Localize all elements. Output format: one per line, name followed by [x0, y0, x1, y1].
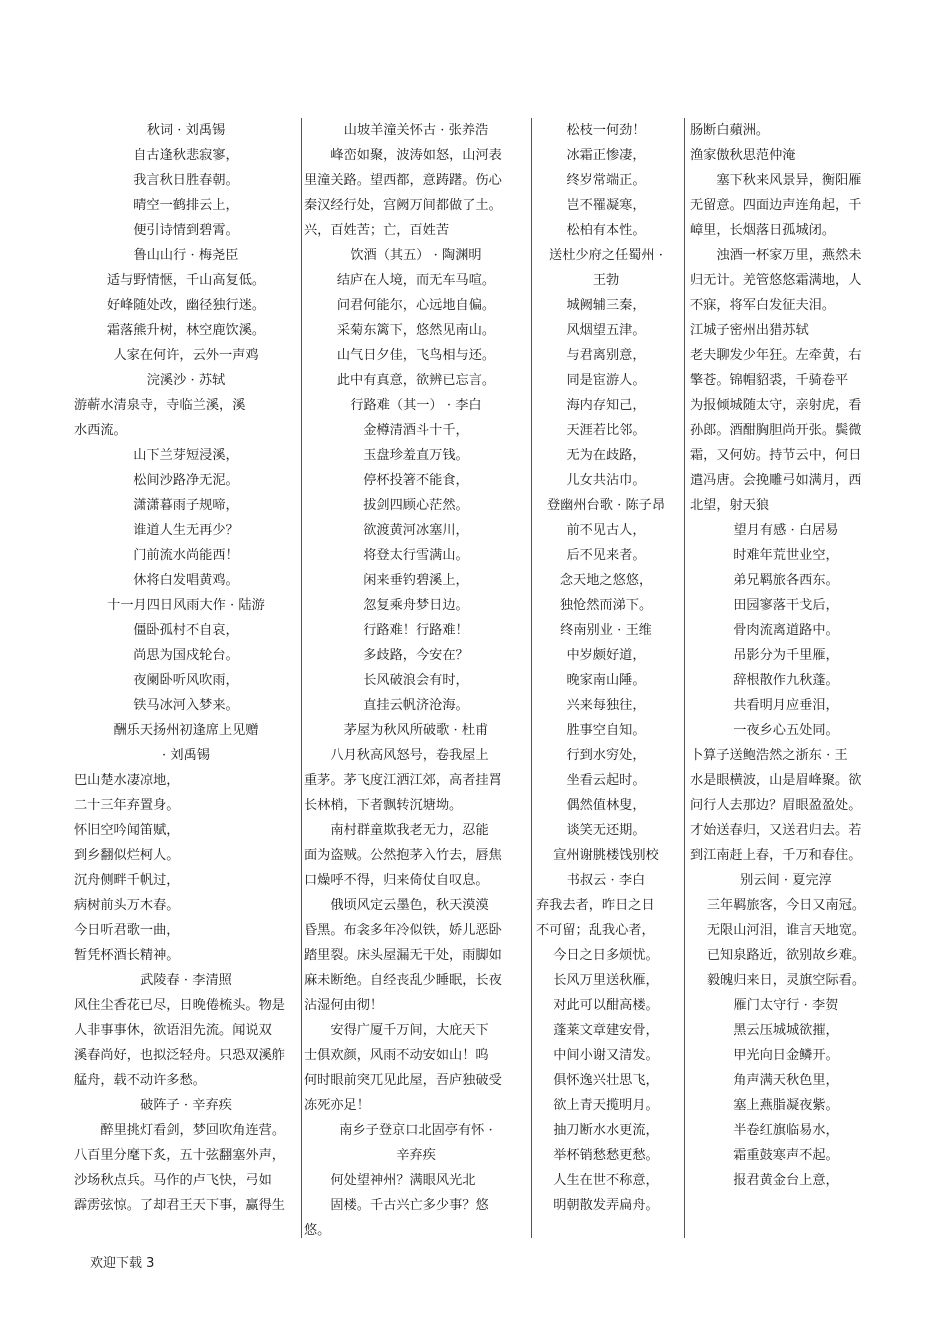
poem-line: 结庐在人境，而无车马喧。: [336, 273, 496, 288]
poem-line: 门前流水尚能西！: [133, 548, 239, 563]
poem-line: 巴山楚水凄凉地，: [74, 773, 180, 788]
poem-line: 饮酒（其五） · 陶渊明: [350, 248, 482, 263]
poem-line: 问行人去那边？眉眼盈盈处。: [690, 798, 862, 813]
poem-column-2: [304, 118, 528, 1238]
poem-line: 十一月四日风雨大作 · 陆游: [107, 598, 265, 613]
poem-line: 甲光向日金鳞开。: [733, 1048, 839, 1063]
poem-column-4: [690, 118, 882, 1238]
poem-line: 晴空一鹤排云上，: [133, 198, 239, 213]
page-footer: 欢迎下载 3: [90, 1256, 155, 1271]
poem-line: 报君黄金台上意，: [733, 1173, 839, 1188]
poem-line: 悠。: [304, 1223, 331, 1238]
poem-line: 望月有感 · 白居易: [733, 523, 839, 538]
poem-line: 肠断白蘋洲。: [690, 123, 770, 138]
poem-line: 山气日夕佳，飞鸟相与还。: [336, 348, 496, 363]
poem-line: 海内存知己，: [566, 398, 646, 413]
poem-line: 行路难（其一） · 李白: [350, 398, 482, 413]
poem-line: 塞上燕脂凝夜紫。: [733, 1098, 839, 1113]
poem-line: 沉舟侧畔千帆过，: [74, 873, 180, 888]
poem-line: 无为在歧路，: [566, 448, 646, 463]
poem-line: 谁道人生无再少？: [133, 523, 239, 538]
poem-line: 抽刀断水水更流，: [553, 1123, 659, 1138]
poem-line: 霜重鼓寒声不起。: [733, 1148, 839, 1163]
poem-line: 面为盗贼。公然抱茅入竹去，唇焦: [304, 848, 502, 863]
poem-line: 行到水穷处，: [566, 748, 646, 763]
poem-line: 归无计。羌管悠悠霜满地，人: [690, 273, 862, 288]
poem-line: 偶然值林叟，: [566, 798, 646, 813]
poem-line: 松枝一何劲！: [566, 123, 646, 138]
poem-line: 口燥呼不得，归来倚仗自叹息。: [304, 873, 489, 888]
poem-line: 便引诗情到碧霄。: [133, 223, 239, 238]
poem-line: 自古逢秋悲寂寥，: [133, 148, 239, 163]
poem-line: 麻未断绝。自经丧乱少睡眠，长夜: [304, 973, 502, 988]
poem-line: 后不见来者。: [566, 548, 646, 563]
poem-line: 才始送春归，又送君归去。若: [690, 823, 862, 838]
poem-line: 风烟望五津。: [566, 323, 646, 338]
poem-line: 水西流。: [74, 423, 127, 438]
poem-line: 风住尘香花已尽，日晚倦梳头。物是: [74, 998, 285, 1013]
poem-line: 重茅。茅飞度江洒江郊，高者挂罥: [304, 773, 502, 788]
poem-line: 黑云压城城欲摧，: [733, 1023, 839, 1038]
poem-line: 弃我去者，昨日之日: [536, 898, 655, 913]
poem-line: 峰峦如聚，波涛如怒，山河表: [330, 148, 502, 163]
poem-line: 休将白发唱黄鸡。: [133, 573, 239, 588]
poem-line: 今日听君歌一曲，: [74, 923, 180, 938]
poem-line: 好峰随处改，幽径独行迷。: [106, 298, 266, 313]
poem-line: 胜事空自知。: [566, 723, 646, 738]
poem-line: 浊酒一杯家万里，燕然未: [716, 248, 862, 263]
poem-line: 举杯销愁愁更愁。: [553, 1148, 659, 1163]
poem-line: 不可留；乱我心者，: [536, 923, 655, 938]
poem-line: 已知泉路近，欲别故乡难。: [706, 948, 866, 963]
poem-line: 艋舟，载不动许多愁。: [74, 1073, 206, 1088]
poem-line: 辛弃疾: [396, 1148, 436, 1163]
poem-line: 行路难！行路难！: [363, 623, 469, 638]
poem-line: 忽复乘舟梦日边。: [363, 598, 469, 613]
column-divider-2: [531, 118, 532, 1238]
poem-line: 固楼。千古兴亡多少事？悠: [330, 1198, 489, 1213]
poem-line: 毅魄归来日，灵旗空际看。: [706, 973, 866, 988]
poem-line: 沾湿何由彻！: [304, 998, 384, 1013]
poem-line: 秋词 · 刘禹锡: [146, 123, 226, 138]
poem-line: 沙场秋点兵。马作的卢飞快，弓如: [74, 1173, 272, 1188]
column-divider-3: [684, 118, 685, 1238]
poem-line: 俄顷风定云墨色，秋天漠漠: [330, 898, 489, 913]
poem-line: 潇潇暮雨子规啼，: [133, 498, 239, 513]
poem-line: 长林梢，下者飘转沉塘坳。: [304, 798, 463, 813]
poem-line: 浣溪沙 · 苏轼: [146, 373, 226, 388]
poem-line: 采菊东篱下，悠然见南山。: [336, 323, 496, 338]
poem-line: 武陵春 · 李清照: [140, 973, 232, 988]
poem-line: 秦汉经行处，宫阙万间都做了土。: [304, 198, 502, 213]
poem-line: 我言秋日胜春朝。: [133, 173, 239, 188]
poem-line: 一夜乡心五处同。: [733, 723, 839, 738]
poem-line: 晚家南山陲。: [566, 673, 646, 688]
poem-line: 南乡子登京口北固亭有怀 ·: [339, 1123, 493, 1138]
poem-line: 无留意。四面边声连角起，千: [690, 198, 862, 213]
poem-line: 送杜少府之任蜀州 ·: [549, 248, 663, 263]
poem-line: 弟兄羁旅各西东。: [733, 573, 839, 588]
poem-line: 玉盘珍羞直万钱。: [363, 448, 469, 463]
poem-line: 冻死亦足！: [304, 1098, 370, 1113]
poem-line: 尚思为国戍轮台。: [133, 648, 239, 663]
poem-line: 长风破浪会有时，: [363, 673, 469, 688]
poem-line: 老夫聊发少年狂。左牵黄，右: [690, 348, 862, 363]
poem-line: 对此可以酣高楼。: [553, 998, 659, 1013]
poem-line: 擎苍。锦帽貂裘，千骑卷平: [690, 373, 849, 388]
poem-line: 同是宦游人。: [566, 373, 646, 388]
poem-line: 欲上青天揽明月。: [553, 1098, 659, 1113]
poem-line: 别云间 · 夏完淳: [740, 873, 832, 888]
poem-line: 卜算子送鲍浩然之浙东 · 王: [690, 748, 848, 763]
poem-line: 士俱欢颜，风雨不动安如山！呜: [304, 1048, 489, 1063]
poem-line: 登幽州台歌 · 陈子昂: [546, 498, 666, 513]
poem-line: 今日之日多烦忧。: [553, 948, 659, 963]
poem-line: 暂凭杯酒长精神。: [74, 948, 180, 963]
poem-line: 骨肉流离道路中。: [733, 623, 839, 638]
poem-line: 松柏有本性。: [566, 223, 646, 238]
poem-line: 遣冯唐。会挽雕弓如满月，西: [690, 473, 862, 488]
poem-line: 坐看云起时。: [566, 773, 646, 788]
poem-line: 僵卧孤村不自哀，: [133, 623, 239, 638]
poem-line: 孙郎。酒酣胸胆尚开张。鬓微: [690, 423, 862, 438]
poem-line: 拔剑四顾心茫然。: [363, 498, 469, 513]
poem-line: 茅屋为秋风所破歌 · 杜甫: [343, 723, 489, 738]
poem-line: 闲来垂钓碧溪上，: [363, 573, 469, 588]
poem-line: 中岁颇好道，: [566, 648, 646, 663]
poem-line: 雁门太守行 · 李贺: [733, 998, 839, 1013]
poem-line: 与君离别意，: [566, 348, 646, 363]
poem-line: 水是眼横波，山是眉峰聚。欲: [690, 773, 862, 788]
poem-line: 问君何能尔，心远地自偏。: [336, 298, 496, 313]
poem-line: 踏里裂。床头屋漏无干处，雨脚如: [304, 948, 502, 963]
poem-line: 铁马冰河入梦来。: [133, 698, 239, 713]
poem-line: · 刘禹锡: [162, 748, 210, 763]
column-divider-1: [301, 118, 302, 1238]
poem-line: 多歧路，今安在？: [363, 648, 469, 663]
poem-line: 谈笑无还期。: [566, 823, 646, 838]
poem-line: 宣州谢朓楼饯别校: [553, 848, 659, 863]
poem-line: 城阙辅三秦，: [566, 298, 646, 313]
poem-line: 嶂里，长烟落日孤城闭。: [690, 223, 836, 238]
poem-line: 吊影分为千里雁，: [733, 648, 839, 663]
poem-line: 俱怀逸兴壮思飞，: [553, 1073, 659, 1088]
poem-line: 为报倾城随太守，亲射虎，看: [690, 398, 862, 413]
poem-line: 渔家傲秋思范仲淹: [690, 148, 796, 163]
poem-line: 霜，又何妨。持节云中，何日: [690, 448, 862, 463]
poem-line: 辞根散作九秋蓬。: [733, 673, 839, 688]
poem-line: 终岁常端正。: [566, 173, 646, 188]
poem-line: 半卷红旗临易水，: [733, 1123, 839, 1138]
poem-line: 霹雳弦惊。了却君王天下事，赢得生: [74, 1198, 285, 1213]
poem-line: 南村群童欺我老无力，忍能: [330, 823, 489, 838]
poem-line: 岂不罹凝寒，: [566, 198, 646, 213]
poem-line: 中间小谢又清发。: [553, 1048, 659, 1063]
poem-line: 时难年荒世业空，: [733, 548, 839, 563]
poem-line: 兴，百姓苦；亡，百姓苦: [304, 223, 450, 238]
poem-line: 将登太行雪满山。: [363, 548, 469, 563]
poem-line: 溪春尚好，也拟泛轻舟。只恐双溪舴: [74, 1048, 285, 1063]
poem-line: 前不见古人，: [566, 523, 646, 538]
poem-line: 适与野情惬，千山高复低。: [106, 273, 266, 288]
poem-line: 山下兰芽短浸溪，: [133, 448, 239, 463]
poem-line: 里潼关路。望西都，意踌躇。伤心: [304, 173, 502, 188]
poem-line: 鲁山山行 · 梅尧臣: [133, 248, 239, 263]
poem-line: 终南别业 · 王维: [560, 623, 652, 638]
poem-line: 安得广厦千万间，大庇天下: [330, 1023, 489, 1038]
poem-line: 病树前头万木春。: [74, 898, 180, 913]
poem-line: 蓬莱文章建安骨，: [553, 1023, 659, 1038]
poem-line: 何时眼前突兀见此屋，吾庐独破受: [304, 1073, 502, 1088]
poem-line: 停杯投箸不能食，: [363, 473, 469, 488]
poem-column-1: [74, 118, 298, 1238]
poem-line: 兴来每独往，: [566, 698, 646, 713]
poem-line: 长风万里送秋雁，: [553, 973, 659, 988]
poem-line: 天涯若比邻。: [566, 423, 646, 438]
poem-line: 破阵子 · 辛弃疾: [140, 1098, 232, 1113]
poem-line: 欲渡黄河冰塞川，: [363, 523, 469, 538]
poem-line: 共看明月应垂泪，: [733, 698, 839, 713]
poem-line: 塞下秋来风景异，衡阳雁: [716, 173, 862, 188]
poem-line: 到乡翻似烂柯人。: [74, 848, 180, 863]
poem-line: 三年羁旅客，今日又南冠。: [706, 898, 866, 913]
poem-line: 直挂云帆济沧海。: [363, 698, 469, 713]
poem-line: 醉里挑灯看剑，梦回吹角连营。: [100, 1123, 286, 1138]
poem-line: 念天地之悠悠，: [559, 573, 653, 588]
poem-line: 二十三年弃置身。: [74, 798, 180, 813]
poem-line: 霜落熊升树，林空鹿饮溪。: [106, 323, 266, 338]
poem-line: 北望，射天狼: [690, 498, 770, 513]
poem-line: 角声满天秋色里，: [733, 1073, 839, 1088]
poem-line: 王勃: [592, 273, 620, 288]
poem-line: 儿女共沾巾。: [566, 473, 646, 488]
poem-line: 不寐，将军白发征夫泪。: [690, 298, 836, 313]
poem-line: 昏黑。布衾多年冷似铁，娇儿恶卧: [304, 923, 502, 938]
poem-line: 人家在何许，云外一声鸡: [113, 348, 259, 363]
poem-line: 田园寥落干戈后，: [733, 598, 839, 613]
poem-line: 人生在世不称意，: [553, 1173, 659, 1188]
poem-line: 松间沙路净无泥。: [133, 473, 239, 488]
poem-line: 冰霜正惨凄，: [566, 148, 646, 163]
poem-line: 何处望神州？满眼风光北: [330, 1173, 476, 1188]
poem-line: 夜阑卧听风吹雨，: [133, 673, 239, 688]
poem-line: 怀旧空吟闻笛赋，: [74, 823, 180, 838]
poem-line: 游蕲水清泉寺，寺临兰溪，溪: [74, 398, 246, 413]
poem-line: 酬乐天扬州初逢席上见赠: [113, 723, 259, 738]
poem-line: 书叔云 · 李白: [566, 873, 646, 888]
poem-line: 江城子密州出猎苏轼: [690, 323, 809, 338]
poem-line: 独怆然而涕下。: [559, 598, 653, 613]
poem-column-3: [536, 118, 676, 1238]
poem-line: 到江南赶上春，千万和春住。: [690, 848, 862, 863]
poem-line: 明朝散发弄扁舟。: [553, 1198, 659, 1213]
poem-line: 人非事事休，欲语泪先流。闻说双: [74, 1023, 272, 1038]
poem-line: 山坡羊潼关怀古 · 张养浩: [343, 123, 489, 138]
poem-line: 无限山河泪，谁言天地宽。: [706, 923, 866, 938]
poem-line: 金樽清酒斗十千，: [363, 423, 469, 438]
poem-line: 八百里分麾下炙，五十弦翻塞外声，: [74, 1148, 285, 1163]
poem-line: 八月秋高风怒号，卷我屋上: [330, 748, 489, 763]
poem-line: 此中有真意，欲辨已忘言。: [336, 373, 496, 388]
